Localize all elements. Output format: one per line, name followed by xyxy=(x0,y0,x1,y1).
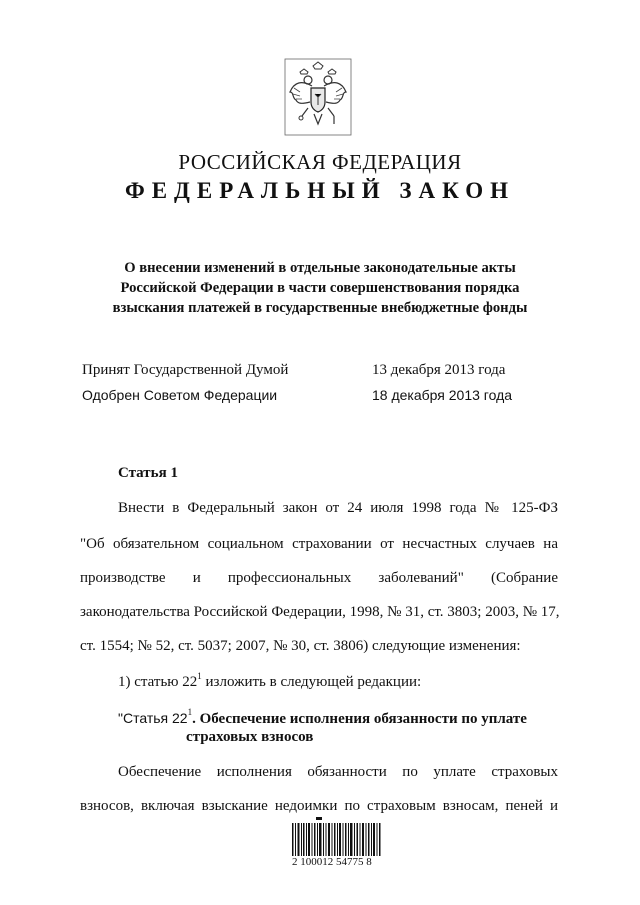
article-text-line: Внести в Федеральный закон от 24 июля 1998 года № 125-ФЗ xyxy=(118,500,558,516)
document-title-line: взыскания платежей в государственные внебюджетные фонды xyxy=(112,300,528,316)
article-text-line: производстве и профессиональных заболеваний" (Собрание xyxy=(80,570,558,586)
country-name: РОССИЙСКАЯ ФЕДЕРАЦИЯ xyxy=(178,150,462,174)
duma-adoption-label: Принят Государственной Думой xyxy=(82,362,289,378)
document-title-line: О внесении изменений в отдельные законодательные акты xyxy=(124,260,516,276)
document-title-line: Российской Федерации в части совершенствования порядка xyxy=(120,280,520,296)
coat-of-arms-icon xyxy=(284,58,352,136)
subarticle-period: . xyxy=(192,711,196,727)
article-text-line: "Об обязательном социальном страховании от несчастных случаев на xyxy=(80,536,558,552)
article-text-line: ст. 1554; № 52, ст. 5037; 2007, № 30, ст. 3806) следующие изменения: xyxy=(80,638,521,654)
superscript: 1 xyxy=(197,671,202,681)
subarticle-heading xyxy=(118,707,527,728)
council-approval-label: Одобрен Советом Федерации xyxy=(82,387,278,403)
amendment-item-suffix: изложить в следующей редакции: xyxy=(201,674,422,690)
article-text-line: законодательства Российской Федерации, 1998, № 31, ст. 3803; 2003, № 17, xyxy=(80,604,560,620)
amendment-item-prefix: 1) статью 22 xyxy=(118,674,198,690)
subarticle-title-cont: страховых взносов xyxy=(186,729,314,745)
amendment-item xyxy=(118,671,422,691)
barcode-number: 2 100012 54775 8 xyxy=(292,856,372,868)
subarticle-prefix: "Статья 22 xyxy=(118,710,188,726)
subarticle-title: Обеспечение исполнения обязанности по уплате xyxy=(199,711,527,727)
document-type: ФЕДЕРАЛЬНЫЙ ЗАКОН xyxy=(124,178,516,203)
article-heading: Статья 1 xyxy=(118,465,178,481)
council-approval-date: 18 декабря 2013 года xyxy=(372,387,513,403)
body-text-line: Обеспечение исполнения обязанности по уплате страховых xyxy=(118,764,558,780)
duma-adoption-date: 13 декабря 2013 года xyxy=(372,362,506,378)
body-text-line: взносов, включая взыскание недоимки по страховым взносам, пеней и xyxy=(80,798,558,814)
superscript: 1 xyxy=(187,707,193,717)
